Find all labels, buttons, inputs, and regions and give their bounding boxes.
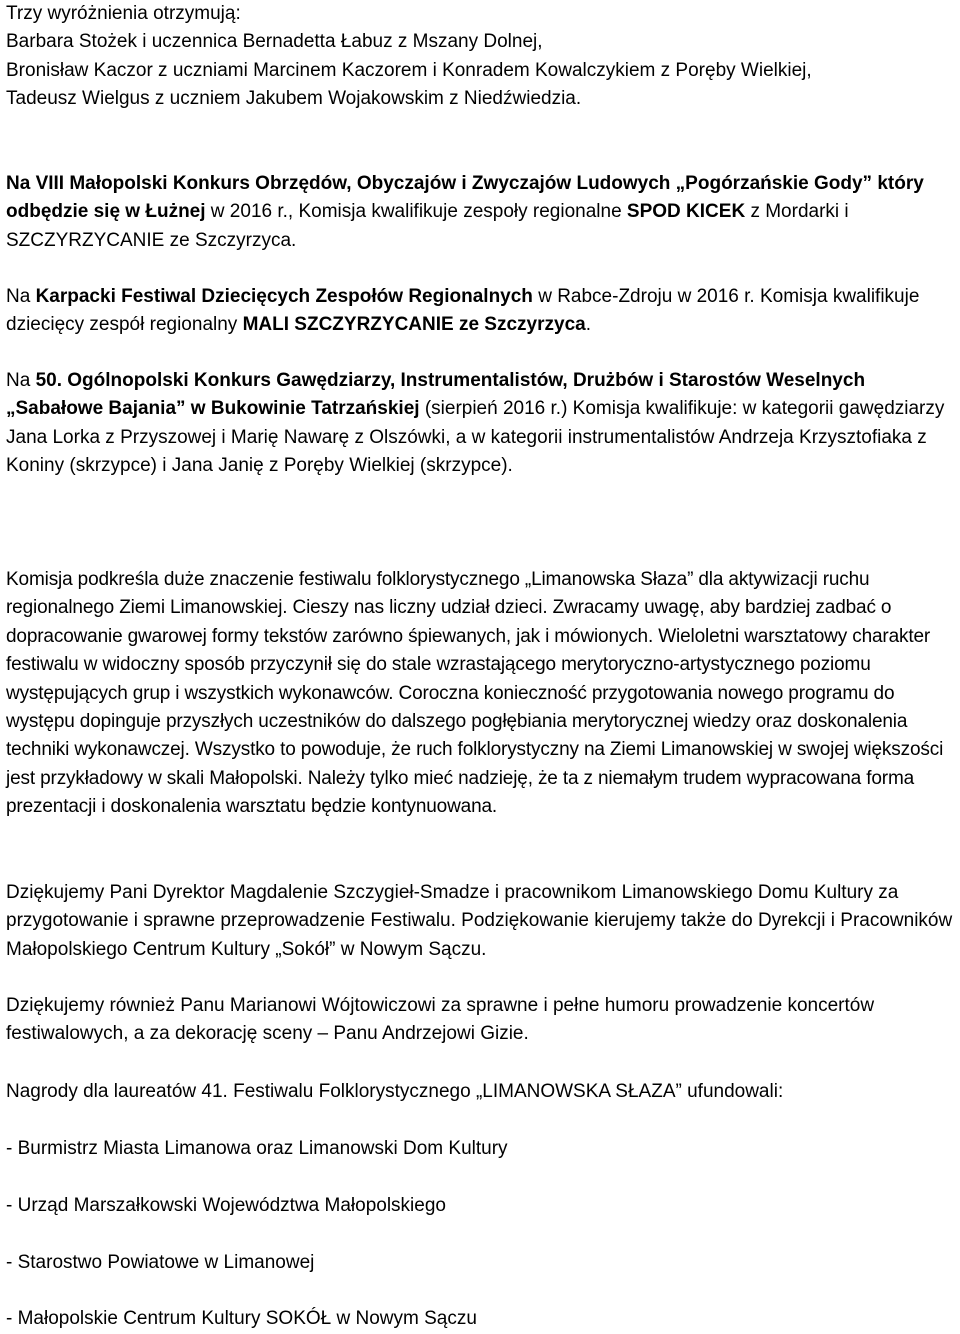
qualification-paragraph-bajania: Na 50. Ogólnopolski Konkurs Gawędziarzy, Instrumentalistów, Drużbów i Starostów Weselnych „Sabałowe Bajania” w Bukowinie Tatrzańskiej (sierpień 2016 r.) Komisja kwalifikuje: w kategorii gawędziarzy Jana Lorka z Przyszowej i Marię Nawarę z Olszówki, a w kategorii instrumentalistów Andrzeja Krzysztofiaka z Koniny (skrzypce) i Jana Janię z Poręby Wielkiej (skrzypce). xyxy=(6,370,945,477)
contest-name: 50. Ogólnopolski Konkurs Gawędziarzy, Instrumentalistów, Drużbów i Starostów Weselnych „Sabałowe Bajania” w Bukowinie Tatrzańskiej xyxy=(6,370,866,420)
ensemble-name: MALI SZCZYRZYCANIE ze Szczyrzyca xyxy=(242,314,586,336)
prize-funder-item: - Starostwo Powiatowe w Limanowej xyxy=(6,1252,315,1273)
contest-name: Na VIII Małopolski Konkurs Obrzędów, Obyczajów i Zwyczajów Ludowych „Pogórzańskie Gody” który odbędzie się w Łużnej xyxy=(6,173,924,223)
awards-intro: Trzy wyróżnienia otrzymują: xyxy=(6,3,241,24)
prize-funder-item: - Małopolskie Centrum Kultury SOKÓŁ w Nowym Sączu xyxy=(6,1308,477,1329)
thanks-paragraph-host: Dziękujemy również Panu Marianowi Wójtowiczowi za sprawne i pełne humoru prowadzenie koncertów festiwalowych, a za dekorację sceny – Panu Andrzejowi Gizie. xyxy=(6,995,875,1045)
qualification-paragraph-gody: Na VIII Małopolski Konkurs Obrzędów, Obyczajów i Zwyczajów Ludowych „Pogórzańskie Gody” który odbędzie się w Łużnej w 2016 r., Komisja kwalifikuje zespoły regionalne SPOD KICEK z Mordarki i SZCZYRZYCANIE ze Szczyrzyca. xyxy=(6,173,924,251)
prize-funder-item: - Burmistrz Miasta Limanowa oraz Limanowski Dom Kultury xyxy=(6,1138,508,1159)
ensemble-name: SPOD KICEK xyxy=(626,201,746,223)
qualification-paragraph-rabka: Na Karpacki Festiwal Dziecięcych Zespołów Regionalnych w Rabce-Zdroju w 2016 r. Komisja kwalifikuje dziecięcy zespół regionalny MALI SZCZYRZYCANIE ze Szczyrzyca. xyxy=(6,286,920,336)
award-line: Barbara Stożek i uczennica Bernadetta Łabuz z Mszany Dolnej, xyxy=(6,31,543,53)
thanks-paragraph-ldk: Dziękujemy Pani Dyrektor Magdalenie Szczygieł-Smadze i pracownikom Limanowskiego Domu Kultury za przygotowanie i sprawne przeprowadzenie Festiwalu. Podziękowanie kierujemy także do Dyrekcji i Pracowników Małopolskiego Centrum Kultury „Sokół” w Nowym Sączu. xyxy=(6,882,953,960)
awards-paragraph xyxy=(6,0,954,114)
prizes-intro: Nagrody dla laureatów 41. Festiwalu Folklorystycznego „LIMANOWSKA SŁAZA” ufundowali: xyxy=(6,1081,784,1102)
prize-funder-item: - Urząd Marszałkowski Województwa Małopolskiego xyxy=(6,1195,446,1216)
festival-name: Karpacki Festiwal Dziecięcych Zespołów Regionalnych xyxy=(35,286,533,307)
commission-paragraph: Komisja podkreśla duże znaczenie festiwalu folklorystycznego „Limanowska Słaza” dla aktywizacji ruchu regionalnego Ziemi Limanowskiej. Cieszy nas liczny udział dzieci. Zwracamy uwagę, aby bardziej zadbać o dopracowanie gwarowej formy tekstów zarówno śpiewanych, jak i mówionych. Wieloletni warsztatowy charakter festiwalu w widoczny sposób przyczynił się do stale wzrastającego merytoryczno-artystycznego poziomu występujących grup i wszystkich wykonawców. Coroczna konieczność przygotowania nowego programu do występu dopinguje przyszłych uczestników do dalszego pogłębiania merytorycznej wiedzy oraz doskonalenia techniki wykonawczej. Wszystko to powoduje, że ruch folklorystyczny na Ziemi Limanowskiej w swojej większości jest przykładowy w skali Małopolski. Należy tylko mieć nadzieję, że ta z niemałym trudem wypracowana forma prezentacji i doskonalenia warsztatu będzie kontynuowana. xyxy=(6,569,944,818)
award-line: Bronisław Kaczor z uczniami Marcinem Kaczorem i Konradem Kowalczykiem z Poręby Wielkiej, xyxy=(6,59,812,81)
award-line: Tadeusz Wielgus z uczniem Jakubem Wojakowskim z Niedźwiedzia. xyxy=(6,88,582,110)
